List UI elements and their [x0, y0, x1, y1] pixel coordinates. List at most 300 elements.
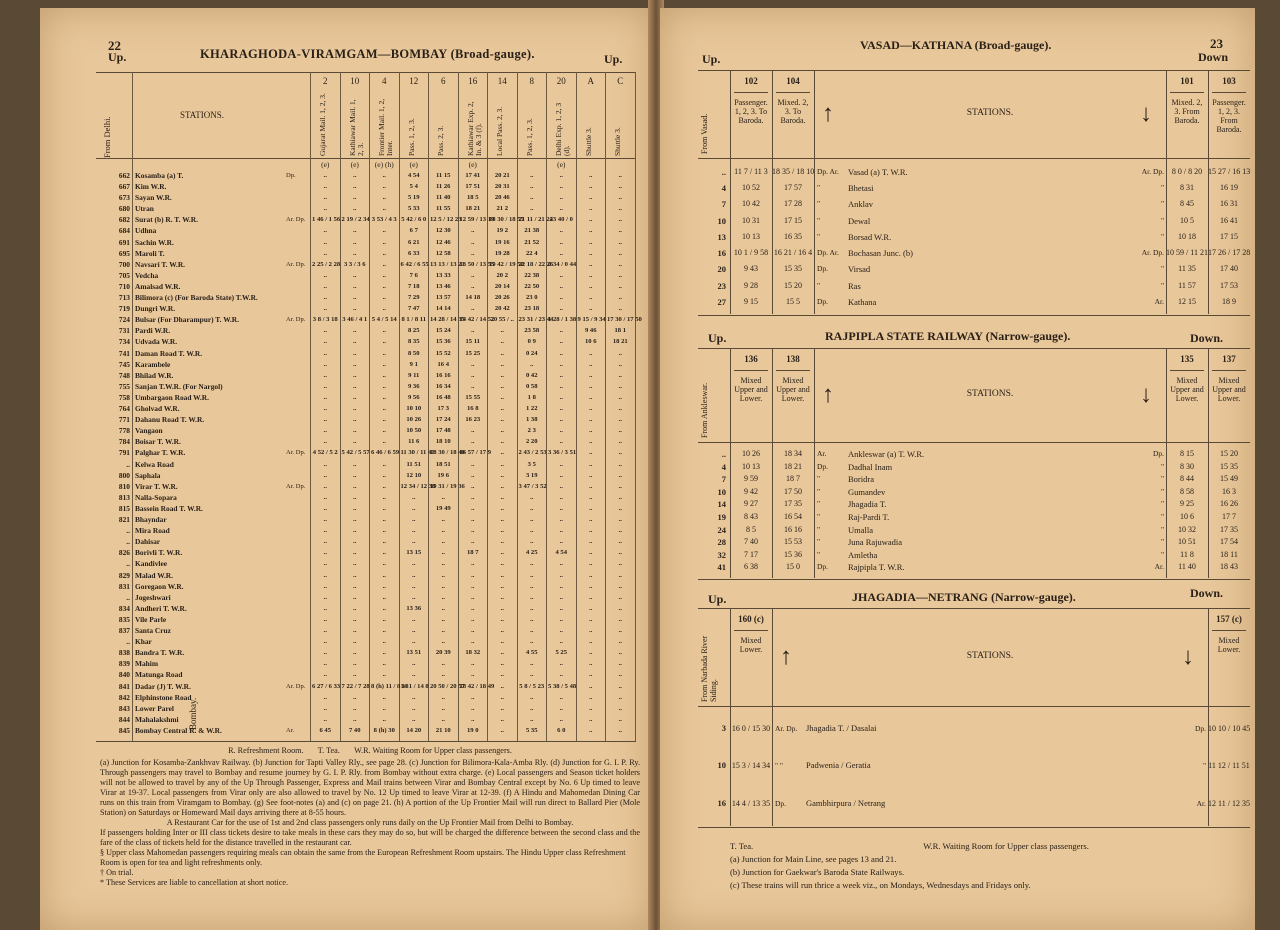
row-station: Utran	[135, 204, 154, 214]
time-cell: ..	[618, 227, 622, 235]
time-cell: ..	[323, 715, 327, 723]
time-cell: ..	[589, 238, 593, 246]
time-cell: ..	[353, 516, 357, 524]
time-cell: ..	[618, 516, 622, 524]
row-station: Dahisar	[135, 537, 161, 547]
time-cell: ..	[589, 227, 593, 235]
row-arr-dep: "	[817, 215, 821, 225]
time-cell: 7 40	[744, 537, 758, 547]
time-cell: ..	[589, 549, 593, 557]
time-cell: ..	[382, 282, 386, 290]
time-cell: ..	[471, 438, 475, 446]
time-cell: 5 42 / 5 57	[341, 449, 370, 457]
time-cell: ..	[323, 349, 327, 357]
time-cell: ..	[382, 194, 386, 202]
column-divider	[517, 72, 518, 741]
time-cell: 17 15	[784, 215, 802, 225]
time-cell: 21 11 / 21 24	[518, 216, 553, 224]
time-cell: ..	[500, 438, 504, 446]
row-miles: 10	[717, 760, 726, 771]
time-cell: ..	[382, 305, 386, 313]
time-cell: 16 34	[435, 382, 451, 390]
row-arr-dep: "	[1160, 231, 1164, 241]
time-cell: ..	[589, 205, 593, 213]
time-cell: 10 6	[584, 338, 597, 346]
row-arr-dep: Dp.	[817, 296, 829, 306]
time-cell: ..	[559, 227, 563, 235]
rajpipla-up: Up.	[708, 331, 727, 345]
time-cell: ..	[471, 582, 475, 590]
time-cell: ..	[412, 527, 416, 535]
time-cell: ..	[323, 327, 327, 335]
time-cell: 11 40	[1178, 562, 1196, 572]
time-cell: ..	[323, 638, 327, 646]
time-cell: ..	[589, 560, 593, 568]
time-cell: ..	[589, 704, 593, 712]
time-cell: ..	[323, 227, 327, 235]
time-cell: 22 38	[524, 271, 540, 279]
time-cell: ..	[353, 271, 357, 279]
row-station: Malad W.R.	[135, 570, 173, 580]
time-cell: ..	[441, 627, 445, 635]
time-cell: ..	[589, 638, 593, 646]
time-cell: 13 13 / 13 21	[430, 260, 465, 268]
row-miles: 691	[118, 237, 130, 247]
time-cell: 8 30	[1180, 461, 1194, 471]
time-cell: 8 0 / 8 20	[1171, 167, 1203, 176]
time-cell: ..	[382, 438, 386, 446]
row-arr-dep: Ar.	[817, 449, 827, 458]
time-cell: 3 8 / 3 18	[312, 316, 338, 324]
row-station: Kosamba (a) T.	[135, 171, 184, 180]
row-arr-dep: "	[1160, 499, 1164, 509]
row-station: Palghar T. W.R.	[135, 448, 186, 458]
time-cell: 12 10	[406, 471, 422, 479]
time-cell: ..	[589, 371, 593, 379]
time-cell: ..	[323, 615, 327, 623]
time-cell: 19 6	[437, 471, 450, 479]
row-arr-dep: Ar. Dp.	[286, 682, 306, 690]
time-cell: 17 54	[1220, 537, 1238, 547]
header-rule	[698, 706, 1250, 707]
row-miles: 713	[118, 293, 130, 303]
time-cell: 16 19	[1220, 183, 1238, 193]
row-station: Jogeshwari	[135, 592, 171, 602]
left-page	[40, 8, 652, 930]
row-miles: 24	[717, 524, 726, 535]
row-miles: 28	[717, 537, 726, 548]
time-cell: ..	[500, 560, 504, 568]
row-arr-dep: Ar. Dp.	[286, 316, 306, 324]
time-cell: 4 54	[407, 172, 420, 179]
time-cell: ..	[323, 460, 327, 468]
row-station: Goregaon W.R.	[135, 581, 184, 591]
time-cell: 5 4	[409, 183, 418, 191]
row-station: Ras	[848, 280, 861, 291]
time-cell: ..	[323, 205, 327, 213]
time-cell: ..	[471, 493, 475, 501]
time-cell: 10 59 / 11 21	[1166, 248, 1208, 258]
page-title-left: KHARAGHODA-VIRAMGAM—BOMBAY (Broad-gauge).	[200, 47, 535, 61]
time-cell: ..	[323, 294, 327, 302]
time-cell: 5 35	[525, 726, 538, 734]
time-cell: ..	[382, 571, 386, 579]
row-station: Dungri W.R.	[135, 304, 176, 314]
time-cell: 10 51	[1178, 537, 1196, 547]
time-cell: ..	[500, 349, 504, 357]
time-cell: ..	[323, 338, 327, 346]
time-cell: 7 47	[407, 305, 420, 313]
legend-waiting-room: W.R. Waiting Room for Upper class passengers.	[354, 746, 512, 755]
time-cell: 9 59	[744, 474, 758, 484]
time-cell: ..	[559, 172, 563, 179]
time-cell: ..	[618, 249, 622, 257]
row-station: Elphinstone Road	[135, 692, 192, 702]
time-cell: 15 35	[784, 264, 802, 274]
time-cell: 15 24	[435, 327, 451, 335]
train-number: 10	[350, 76, 360, 86]
time-cell: 11 55	[436, 205, 451, 213]
row-station: Boisar T. W.R.	[135, 437, 181, 447]
time-cell: ..	[353, 582, 357, 590]
time-cell: 23 31 / 23 44	[518, 316, 554, 324]
header-top-rule	[96, 72, 636, 73]
time-cell: ..	[589, 671, 593, 679]
time-cell: ..	[559, 715, 563, 723]
time-cell: ..	[382, 482, 386, 490]
time-cell: ..	[412, 493, 416, 501]
row-miles: 841	[118, 681, 130, 691]
time-cell: ..	[441, 593, 445, 601]
time-cell: ..	[618, 282, 622, 290]
row-miles: 695	[118, 248, 130, 258]
train-number: 6	[441, 76, 446, 86]
time-cell: 5 4 / 5 14	[371, 316, 397, 324]
row-miles: 10	[717, 486, 726, 497]
time-cell: 17 53	[1220, 280, 1238, 290]
time-cell: ..	[323, 416, 327, 424]
train-desc: Mixed Upper and Lower.	[776, 376, 810, 403]
time-cell: ..	[353, 482, 357, 490]
time-cell: ..	[530, 205, 534, 213]
time-cell: ..	[589, 527, 593, 535]
time-cell: ..	[441, 527, 445, 535]
time-cell: 9 46	[584, 327, 597, 335]
time-cell: ..	[323, 438, 327, 446]
row-arr-dep: Ar. Dp.	[286, 260, 306, 268]
time-cell: ..	[589, 715, 593, 723]
row-arr-dep: Ar. Dp.	[286, 482, 306, 490]
time-cell: ..	[471, 527, 475, 535]
time-cell: ..	[323, 627, 327, 635]
time-cell: 20 42	[494, 305, 510, 313]
time-cell: ..	[353, 371, 357, 379]
time-cell: 3 19	[525, 471, 538, 479]
train-name: Delhi Exp. 1, 2, 3 (d).	[554, 102, 571, 156]
time-cell: ..	[618, 294, 622, 302]
time-cell: 20 21	[494, 172, 510, 179]
row-miles: 838	[118, 648, 130, 658]
train-note: (e)	[409, 160, 418, 169]
time-cell: ..	[618, 538, 622, 546]
row-miles: 719	[118, 304, 130, 314]
time-cell: ..	[618, 638, 622, 646]
time-cell: ..	[559, 338, 563, 346]
row-miles: ..	[126, 637, 130, 647]
time-cell: ..	[323, 593, 327, 601]
time-cell: 17 57	[784, 183, 802, 193]
row-station: Udhna	[135, 226, 157, 236]
time-cell: 5 38 / 5 48	[548, 682, 577, 690]
time-cell: ..	[382, 649, 386, 657]
time-cell: ..	[500, 493, 504, 501]
time-cell: ..	[589, 172, 593, 179]
row-arr-dep: Dp.	[286, 172, 296, 179]
time-cell: 9 36	[407, 382, 420, 390]
time-cell: ..	[323, 482, 327, 490]
time-cell: 11 7 / 11 3	[734, 167, 768, 176]
time-cell: ..	[353, 393, 357, 401]
row-arr-dep: "	[1160, 474, 1164, 484]
row-station: Santa Cruz	[135, 626, 171, 636]
time-cell: 19 16	[494, 238, 510, 246]
time-cell: ..	[500, 715, 504, 723]
time-cell: ..	[618, 172, 622, 179]
time-cell: ..	[618, 194, 622, 202]
time-cell: ..	[500, 416, 504, 424]
time-cell: 10 42	[742, 199, 760, 209]
row-miles: 662	[118, 171, 130, 180]
time-cell: 16 26	[1220, 499, 1238, 509]
time-cell: ..	[589, 538, 593, 546]
row-station: Bandra T. W.R.	[135, 648, 185, 658]
time-cell: 11 51	[406, 460, 421, 468]
row-miles: 734	[118, 337, 130, 347]
time-cell: 9 27	[744, 499, 758, 509]
time-cell: ..	[589, 382, 593, 390]
time-cell: 23 40 / 0	[549, 216, 573, 224]
time-cell: ..	[530, 715, 534, 723]
column-divider	[458, 72, 459, 741]
time-cell: 20 2	[496, 271, 509, 279]
time-cell: ..	[589, 649, 593, 657]
time-cell: ..	[382, 604, 386, 612]
time-cell: ..	[471, 460, 475, 468]
row-arr-dep: Ar. Dp.	[1141, 167, 1164, 176]
time-cell: 8 35	[407, 338, 420, 346]
time-cell: 11 8	[1180, 549, 1194, 559]
time-cell: 1 22	[525, 405, 538, 413]
row-miles: 771	[118, 415, 130, 425]
time-cell: ..	[353, 715, 357, 723]
down-arrow-icon: ↓	[1140, 382, 1152, 408]
time-cell: ..	[323, 549, 327, 557]
time-cell: 21 52	[524, 238, 540, 246]
time-cell: ..	[382, 593, 386, 601]
time-cell: ..	[589, 405, 593, 413]
time-cell: 0 58	[525, 382, 538, 390]
time-cell: ..	[441, 660, 445, 668]
train-desc: Passenger. 1, 2, 3. To Baroda.	[734, 98, 768, 125]
train-desc: Mixed Lower.	[1217, 636, 1241, 654]
time-cell: 18 9	[1222, 296, 1236, 306]
time-cell: ..	[382, 405, 386, 413]
row-arr-dep: "	[1160, 549, 1164, 559]
time-cell: ..	[353, 604, 357, 612]
time-cell: ..	[530, 183, 534, 191]
time-cell: ..	[441, 571, 445, 579]
row-station: Vedcha	[135, 270, 159, 280]
row-arr-dep: "	[1160, 486, 1164, 496]
time-cell: 12 11 / 12 35	[1208, 798, 1250, 808]
time-cell: ..	[382, 638, 386, 646]
time-cell: ..	[618, 271, 622, 279]
row-arr-dep: Dp.	[817, 562, 829, 572]
time-cell: 11 6	[408, 438, 420, 446]
time-cell: ..	[382, 294, 386, 302]
time-cell: ..	[500, 571, 504, 579]
time-cell: 18 7	[786, 474, 800, 484]
row-station: Kathana	[848, 296, 877, 307]
time-cell: ..	[559, 183, 563, 191]
time-cell: ..	[530, 360, 534, 368]
row-station: Lower Parel	[135, 703, 174, 713]
time-cell: ..	[530, 638, 534, 646]
time-cell: ..	[353, 638, 357, 646]
time-cell: ..	[530, 504, 534, 512]
time-cell: ..	[500, 504, 504, 512]
time-cell: ..	[500, 726, 504, 734]
time-cell: ..	[323, 604, 327, 612]
row-miles: ..	[126, 526, 130, 536]
column-divider	[605, 72, 606, 741]
column-divider	[487, 72, 488, 741]
time-cell: 15 36	[435, 338, 451, 346]
time-cell: ..	[412, 660, 416, 668]
time-cell: 6 42 / 6 55	[400, 260, 429, 268]
time-cell: 20 26	[494, 294, 510, 302]
time-cell: ..	[441, 538, 445, 546]
time-cell: ..	[412, 538, 416, 546]
row-miles: 784	[118, 437, 130, 447]
time-cell: ..	[500, 671, 504, 679]
time-cell: 0 34 / 0 44	[548, 260, 577, 268]
time-cell: ..	[589, 449, 593, 457]
time-cell: 15 52	[435, 349, 451, 357]
time-cell: ..	[471, 271, 475, 279]
train-number: 104	[786, 76, 800, 86]
train-number: C	[617, 76, 624, 86]
time-cell: ..	[323, 427, 327, 435]
train-number: 2	[323, 76, 328, 86]
row-miles: ..	[126, 459, 130, 469]
row-arr-dep: "	[817, 474, 821, 484]
time-cell: 0 42	[525, 371, 538, 379]
time-cell: 8 (h) 30	[373, 726, 395, 734]
time-cell: ..	[500, 538, 504, 546]
time-cell: ..	[559, 393, 563, 401]
time-cell: ..	[382, 660, 386, 668]
time-cell: 5 25	[555, 649, 568, 657]
time-cell: 17 40	[1220, 264, 1238, 274]
time-cell: ..	[559, 615, 563, 623]
time-cell: ..	[530, 560, 534, 568]
time-cell: ..	[323, 405, 327, 413]
time-cell: 10 5	[1180, 215, 1194, 225]
time-cell: 6 7	[409, 227, 418, 235]
time-cell: 16 41	[1220, 215, 1238, 225]
time-cell: ..	[500, 627, 504, 635]
right-footnotes	[730, 840, 1230, 892]
time-cell: ..	[471, 571, 475, 579]
time-cell: ..	[471, 593, 475, 601]
time-cell: 9 25	[1180, 499, 1194, 509]
time-cell: ..	[530, 493, 534, 501]
time-cell: ..	[382, 271, 386, 279]
time-cell: ..	[471, 627, 475, 635]
row-station: Rajpipla T. W.R.	[848, 562, 905, 573]
jhagadia-title: JHAGADIA—NETRANG (Narrow-gauge).	[852, 590, 1076, 604]
time-cell: 18 30 / 18 55	[489, 216, 524, 224]
time-cell: 9 1	[409, 360, 418, 368]
time-cell: 19 42 / 19 50	[489, 260, 524, 268]
time-cell: 3 36 / 3 51	[548, 449, 577, 457]
train-number: 12	[409, 76, 419, 86]
time-cell: ..	[589, 427, 593, 435]
row-station: Kim W.R.	[135, 182, 167, 192]
time-cell: 12 58	[435, 249, 451, 257]
train-number: 138	[786, 354, 800, 364]
row-miles: 835	[118, 614, 130, 624]
time-cell: ..	[618, 604, 622, 612]
train-name: Pass. 1, 2, 3.	[406, 118, 416, 156]
time-cell: ..	[353, 527, 357, 535]
row-miles: 839	[118, 659, 130, 669]
row-station: Ankleswar (a) T. W.R.	[848, 449, 925, 459]
row-miles: ..	[126, 592, 130, 602]
time-cell: ..	[323, 249, 327, 257]
time-cell: ..	[382, 371, 386, 379]
time-cell: 15 20	[784, 280, 802, 290]
time-cell: 10 10 / 10 45	[1208, 724, 1251, 733]
time-cell: 3 5	[527, 460, 536, 468]
time-cell: ..	[559, 438, 563, 446]
column-divider	[814, 70, 815, 314]
time-cell: ..	[500, 638, 504, 646]
row-arr-dep: "	[1160, 199, 1164, 209]
time-cell: ..	[471, 504, 475, 512]
row-station: Pardi W.R.	[135, 326, 171, 336]
time-cell: ..	[589, 615, 593, 623]
time-cell: ..	[500, 393, 504, 401]
time-cell: ..	[323, 393, 327, 401]
train-number-rule	[1170, 370, 1204, 371]
row-miles: 41	[717, 562, 726, 573]
vasad-up: Up.	[702, 52, 721, 66]
time-cell: 2 3	[527, 427, 536, 435]
row-station: Virar T. W.R.	[135, 481, 178, 491]
time-cell: 3 47 / 3 52	[518, 482, 547, 490]
time-cell: 8 44	[1180, 474, 1194, 484]
column-divider	[814, 348, 815, 578]
time-cell: ..	[559, 693, 563, 701]
time-cell: ..	[353, 538, 357, 546]
train-number-rule	[734, 370, 768, 371]
time-cell: ..	[500, 549, 504, 557]
time-cell: ..	[589, 726, 593, 734]
side-label: From Vasad.	[700, 113, 709, 154]
time-cell: 19 0	[466, 726, 479, 734]
